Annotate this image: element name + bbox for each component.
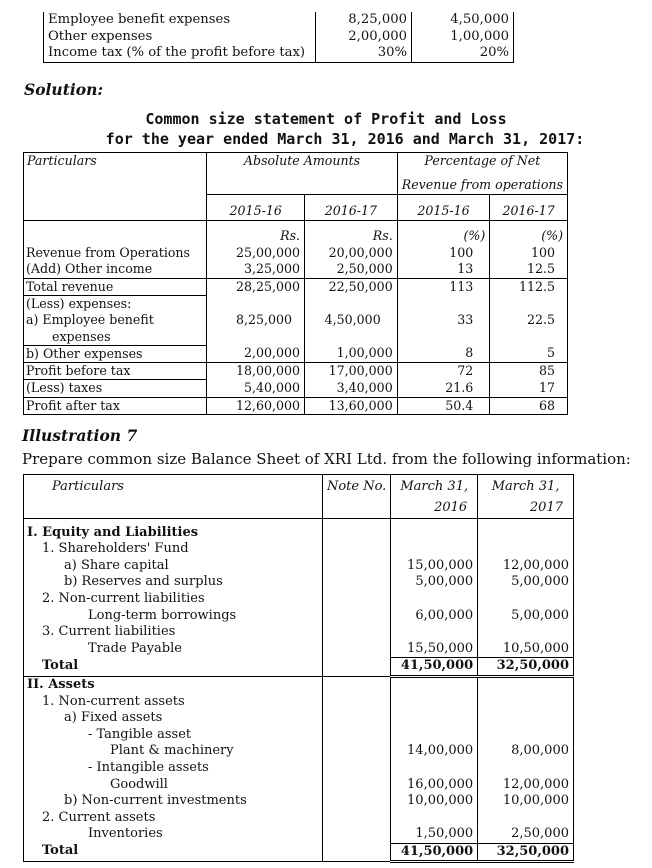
cell: 10,00,000 bbox=[391, 793, 478, 810]
solution-heading: Solution: bbox=[24, 80, 104, 99]
cell: 16,00,000 bbox=[391, 777, 478, 794]
row-label: Profit after tax bbox=[24, 397, 207, 414]
row-label: 2. Current assets bbox=[24, 810, 323, 827]
table-row bbox=[24, 345, 568, 362]
given-data-table bbox=[43, 12, 514, 63]
table-row bbox=[24, 380, 568, 397]
row-label: Goodwill bbox=[24, 777, 323, 794]
table-row bbox=[44, 29, 514, 46]
table-row bbox=[24, 245, 568, 261]
cell: 18,00,000 bbox=[207, 363, 305, 380]
cell: 13,60,000 bbox=[305, 397, 398, 414]
header-year: 2016-17 bbox=[305, 194, 398, 221]
cell: 5 bbox=[490, 345, 568, 362]
total-cell: 32,50,000 bbox=[478, 658, 574, 677]
row-label: Total revenue bbox=[24, 278, 207, 295]
cell: 72 bbox=[397, 363, 490, 380]
unit-label: Rs. bbox=[207, 221, 305, 246]
cell: 5,00,000 bbox=[391, 574, 478, 591]
table-row bbox=[24, 329, 568, 346]
row-label: 1. Shareholders' Fund bbox=[24, 541, 323, 558]
table-row bbox=[24, 810, 574, 827]
table-row bbox=[24, 777, 574, 794]
section-heading: I. Equity and Liabilities bbox=[24, 518, 323, 541]
header-percent-2: Revenue from operations bbox=[397, 169, 567, 194]
cell: 1,50,000 bbox=[391, 826, 478, 843]
cell: 2,00,000 bbox=[207, 345, 305, 362]
table-row bbox=[24, 641, 574, 658]
cell: 15,00,000 bbox=[391, 558, 478, 575]
cell: 12.5 bbox=[490, 261, 568, 278]
header-year-2016: 2016 bbox=[391, 496, 478, 519]
section-heading: II. Assets bbox=[24, 676, 323, 693]
table-row bbox=[24, 363, 568, 380]
cell: 20,00,000 bbox=[305, 245, 398, 261]
cell: 3,25,000 bbox=[207, 261, 305, 278]
cell: 33 bbox=[397, 312, 490, 328]
table-row bbox=[24, 676, 574, 693]
table-row bbox=[24, 658, 574, 677]
total-cell: 41,50,000 bbox=[391, 843, 478, 862]
table-row bbox=[24, 591, 574, 608]
table-row bbox=[24, 710, 574, 727]
table-row bbox=[44, 12, 514, 29]
table-row bbox=[24, 760, 574, 777]
cell: 17 bbox=[490, 380, 568, 397]
cell: 8,00,000 bbox=[478, 743, 574, 760]
table-row bbox=[24, 694, 574, 711]
table-row bbox=[44, 45, 514, 62]
value-2017: 1,00,000 bbox=[412, 29, 514, 46]
cell: 28,25,000 bbox=[207, 278, 305, 295]
cell: 8 bbox=[397, 345, 490, 362]
cell: 1,00,000 bbox=[305, 345, 398, 362]
cell: 2,50,000 bbox=[305, 261, 398, 278]
total-cell: 32,50,000 bbox=[478, 843, 574, 862]
cell: 2,50,000 bbox=[478, 826, 574, 843]
cell: 3,40,000 bbox=[305, 380, 398, 397]
header-march-2016: March 31, bbox=[391, 475, 478, 496]
table-row bbox=[24, 793, 574, 810]
common-size-table bbox=[23, 152, 568, 415]
header-particulars: Particulars bbox=[24, 153, 207, 170]
cell: 100 bbox=[397, 245, 490, 261]
row-label: (Less) taxes bbox=[24, 380, 207, 397]
header-particulars: Particulars bbox=[24, 475, 323, 496]
table-row bbox=[24, 743, 574, 760]
cell: 113 bbox=[397, 278, 490, 295]
unit-label: (%) bbox=[397, 221, 490, 246]
header-year: 2015-16 bbox=[397, 194, 490, 221]
cell: 5,40,000 bbox=[207, 380, 305, 397]
header-note: Note No. bbox=[322, 475, 390, 496]
row-label: a) Employee benefit bbox=[24, 312, 207, 328]
table-row bbox=[24, 727, 574, 744]
statement-title: Common size statement of Profit and Loss bbox=[145, 110, 507, 128]
header-year: 2016-17 bbox=[490, 194, 568, 221]
row-label: Inventories bbox=[24, 826, 323, 843]
row-label: Income tax (% of the profit before tax) bbox=[44, 45, 316, 62]
table-row bbox=[24, 278, 568, 295]
row-label: Long-term borrowings bbox=[24, 608, 323, 625]
cell: 10,00,000 bbox=[478, 793, 574, 810]
row-label: Employee benefit expenses bbox=[44, 12, 316, 29]
row-label: 2. Non-current liabilities bbox=[24, 591, 323, 608]
row-label: Revenue from Operations bbox=[24, 245, 207, 261]
total-label: Total bbox=[24, 658, 323, 677]
cell: 112.5 bbox=[490, 278, 568, 295]
table-row bbox=[24, 541, 574, 558]
cell: 5,00,000 bbox=[478, 574, 574, 591]
row-label: expenses bbox=[24, 329, 207, 346]
illustration-text: Prepare common size Balance Sheet of XRI Ltd. from the following information: bbox=[22, 450, 631, 468]
row-label: b) Reserves and surplus bbox=[24, 574, 323, 591]
row-label: - Tangible asset bbox=[24, 727, 323, 744]
table-row bbox=[24, 558, 574, 575]
total-label: Total bbox=[24, 843, 323, 862]
cell: 22.5 bbox=[490, 312, 568, 328]
header-year: 2015-16 bbox=[207, 194, 305, 221]
row-label: Other expenses bbox=[44, 29, 316, 46]
header-percent: Percentage of Net bbox=[397, 153, 567, 170]
cell: 10,50,000 bbox=[478, 641, 574, 658]
cell: 17,00,000 bbox=[305, 363, 398, 380]
cell: 4,50,000 bbox=[305, 312, 398, 328]
row-label: b) Other expenses bbox=[24, 345, 207, 362]
table-row bbox=[24, 574, 574, 591]
header-absolute: Absolute Amounts bbox=[207, 153, 397, 170]
cell: 12,60,000 bbox=[207, 397, 305, 414]
cell: 12,00,000 bbox=[478, 777, 574, 794]
cell: 12,00,000 bbox=[478, 558, 574, 575]
row-label: a) Fixed assets bbox=[24, 710, 323, 727]
cell: 15,50,000 bbox=[391, 641, 478, 658]
table-row bbox=[24, 397, 568, 414]
cell: 50.4 bbox=[397, 397, 490, 414]
table-row bbox=[24, 826, 574, 843]
value-2016: 30% bbox=[316, 45, 412, 62]
value-2017: 20% bbox=[412, 45, 514, 62]
unit-label: Rs. bbox=[305, 221, 398, 246]
cell: 85 bbox=[490, 363, 568, 380]
table-row bbox=[24, 518, 574, 541]
cell: 5,00,000 bbox=[478, 608, 574, 625]
statement-subtitle: for the year ended March 31, 2016 and March 31, 2017: bbox=[105, 130, 585, 148]
row-label: Trade Payable bbox=[24, 641, 323, 658]
balance-sheet-table bbox=[23, 474, 574, 863]
value-2016: 8,25,000 bbox=[316, 12, 412, 29]
row-label: b) Non-current investments bbox=[24, 793, 323, 810]
total-cell: 41,50,000 bbox=[391, 658, 478, 677]
cell: 13 bbox=[397, 261, 490, 278]
table-row bbox=[24, 261, 568, 278]
value-2016: 2,00,000 bbox=[316, 29, 412, 46]
cell: 68 bbox=[490, 397, 568, 414]
cell: 8,25,000 bbox=[207, 312, 305, 328]
row-label: 1. Non-current assets bbox=[24, 694, 323, 711]
row-label: a) Share capital bbox=[24, 558, 323, 575]
row-label: (Add) Other income bbox=[24, 261, 207, 278]
row-label: Profit before tax bbox=[24, 363, 207, 380]
row-label: Plant & machinery bbox=[24, 743, 323, 760]
value-2017: 4,50,000 bbox=[412, 12, 514, 29]
cell: 21.6 bbox=[397, 380, 490, 397]
table-row bbox=[24, 843, 574, 862]
unit-label: (%) bbox=[490, 221, 568, 246]
table-row bbox=[24, 295, 568, 312]
header-year-2017: 2017 bbox=[478, 496, 574, 519]
row-label: 3. Current liabilities bbox=[24, 624, 323, 641]
cell: 22,50,000 bbox=[305, 278, 398, 295]
cell: 100 bbox=[490, 245, 568, 261]
table-row bbox=[24, 608, 574, 625]
table-row bbox=[24, 312, 568, 328]
cell: 6,00,000 bbox=[391, 608, 478, 625]
cell: 14,00,000 bbox=[391, 743, 478, 760]
row-label: (Less) expenses: bbox=[24, 295, 207, 312]
illustration-heading: Illustration 7 bbox=[22, 426, 138, 445]
table-row bbox=[24, 624, 574, 641]
row-label: - Intangible assets bbox=[24, 760, 323, 777]
cell: 25,00,000 bbox=[207, 245, 305, 261]
header-march-2017: March 31, bbox=[478, 475, 574, 496]
